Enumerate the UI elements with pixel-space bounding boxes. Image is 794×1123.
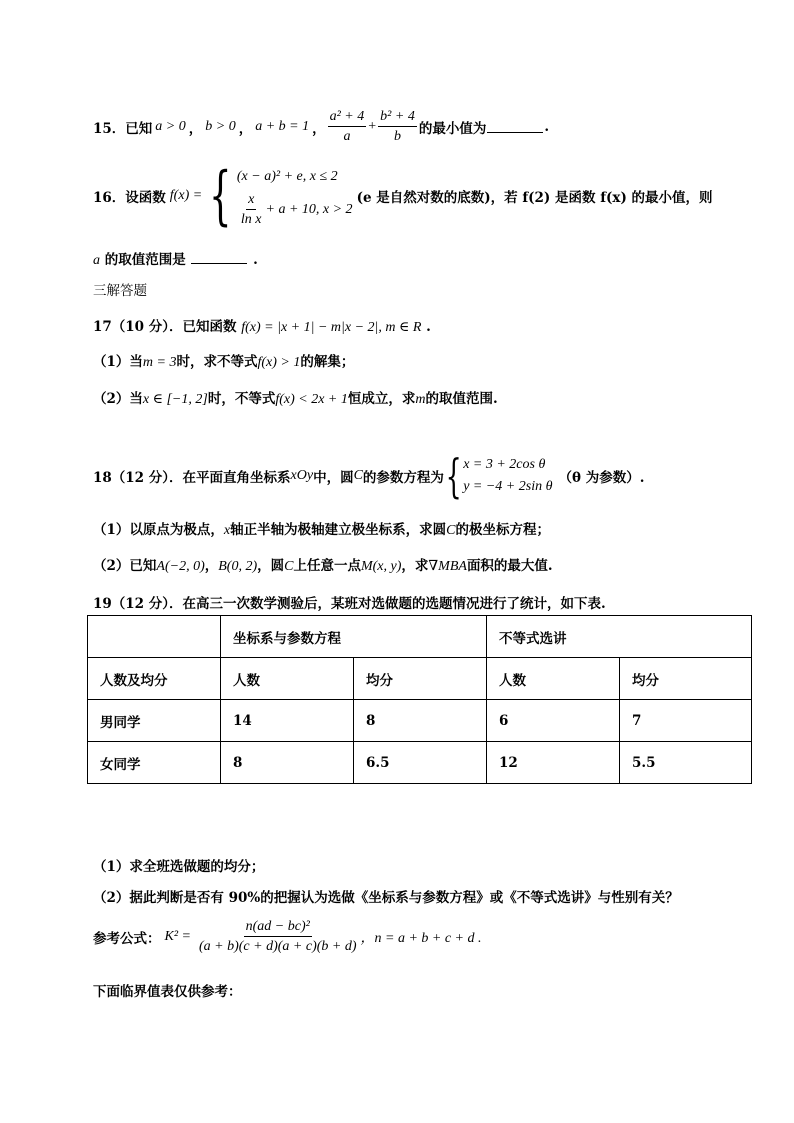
table-cell: 5.5 [620, 742, 752, 784]
table-cell: 男同学 [88, 700, 221, 742]
q15-cond2: b > 0 [205, 118, 236, 134]
table-cell: 14 [221, 700, 354, 742]
q16-condition: (e 是自然对数的底数)，若 f(2) 是函数 f(x) 的最小值，则 [356, 189, 713, 206]
table-cell: 8 [221, 742, 354, 784]
parametric-equations: x = 3 + 2cos θ y = −4 + 2sin θ [463, 457, 553, 494]
chi-square-fraction: $\frac{\text{n(ad − bc)²}}{(a + b)(c + d)(a + c)(b + d)}$ [198, 919, 357, 954]
table-cell: 女同学 [88, 742, 221, 784]
score-table [87, 615, 752, 784]
q19-part-2: （2）据此判断是否有 90%的把握认为选做《坐标系与参数方程》或《不等式选讲》与性别有关？ [93, 890, 679, 906]
question-15: 15． 已知 a > 0 ， b > 0 ， a + b = 1 ， $\frac{\text{a² + 4}}{a}$ + $\frac{\text{b² + 4}}{b}$ 的最小值为 . [93, 109, 550, 144]
section-heading: 三解答题 [93, 283, 147, 299]
question-18: 18（12 分）．在平面直角坐标系 xOy 中，圆 C 的参数方程为 { x = 3 + 2cos θ y = −4 + 2sin θ （θ 为参数）. [93, 449, 645, 503]
table-cell: 8 [354, 700, 487, 742]
q15-tail: 的最小值为 [418, 120, 487, 137]
q17-part-2: （2）当x ∈ [−1, 2]时，不等式f(x) < 2x + 1恒成立，求m的取值范围. [93, 391, 498, 407]
q18-part-1: （1）以原点为极点，x轴正半轴为极轴建立极坐标系，求圆C的极坐标方程； [93, 522, 550, 538]
left-brace: { [209, 158, 232, 233]
q18-part-2: （2）已知A(−2, 0)，B(0, 2)，圆C上任意一点M(x, y)，求∇MBA面积的最大值. [93, 558, 553, 574]
q15-fraction-2: $\frac{\text{b² + 4}}{b}$ [380, 109, 415, 144]
q15-cond1: a > 0 [155, 118, 186, 134]
question-16: 16． 设函数 f(x) = { (x − a)² + e, x ≤ 2 $\frac{x}{\text{ln x}}$ + a + 10, x > 2 (e 是自然对数的底数)，若 f(2) 是函数 f(x) 的最小值，则 [93, 158, 713, 233]
table-cell [88, 616, 221, 658]
table-cell: 均分 [354, 658, 487, 700]
table-cell: 12 [487, 742, 620, 784]
critical-value-note: 下面临界值表仅供参考： [93, 984, 242, 1000]
question-17: 17（10 分）．已知函数 f(x) = |x + 1| − m|x − 2|, m ∈ R . [93, 319, 431, 335]
table-cell: 均分 [620, 658, 752, 700]
table-cell: 6.5 [354, 742, 487, 784]
answer-blank[interactable] [487, 120, 543, 133]
q15-cond3: a + b = 1 [255, 118, 310, 134]
left-brace: { [445, 449, 462, 503]
table-cell: 人数 [221, 658, 354, 700]
q16-number: 16． [93, 189, 126, 206]
q16-fx: f(x) = [169, 187, 203, 203]
table-cell: 人数及均分 [88, 658, 221, 700]
q15-number: 15． [93, 120, 126, 137]
table-row [88, 616, 752, 658]
piecewise-cases: (x − a)² + e, x ≤ 2 $\frac{x}{\text{ln x}}$ + a + 10, x > 2 [236, 169, 353, 227]
q19-part-1: （1）求全班选做题的均分； [93, 859, 265, 875]
question-19: 19（12 分）．在高三一次数学测验后，某班对选做题的选题情况进行了统计，如下表. [93, 596, 606, 612]
table-row [88, 742, 752, 784]
q16-line-2: a 的取值范围是 . [93, 252, 258, 268]
table-cell: 人数 [487, 658, 620, 700]
table-cell: 6 [487, 700, 620, 742]
q15-fraction-1: $\frac{\text{a² + 4}}{a}$ [329, 109, 365, 144]
q15-known: 已知 [125, 120, 153, 137]
answer-blank[interactable] [191, 251, 247, 264]
table-cell: 不等式选讲 [487, 616, 752, 658]
table-cell: 7 [620, 700, 752, 742]
q17-part-1: （1）当m = 3时，求不等式f(x) > 1的解集； [93, 354, 355, 370]
q17-formula: f(x) = |x + 1| − m|x − 2|, m ∈ R [241, 320, 422, 335]
table-row [88, 700, 752, 742]
reference-formula: 参考公式： K² = $\frac{\text{n(ad − bc)²}}{(a + b)(c + d)(a + c)(b + d)}$ ，n = a + b + c + d . [93, 919, 482, 954]
table-row [88, 658, 752, 700]
table-cell: 坐标系与参数方程 [221, 616, 487, 658]
